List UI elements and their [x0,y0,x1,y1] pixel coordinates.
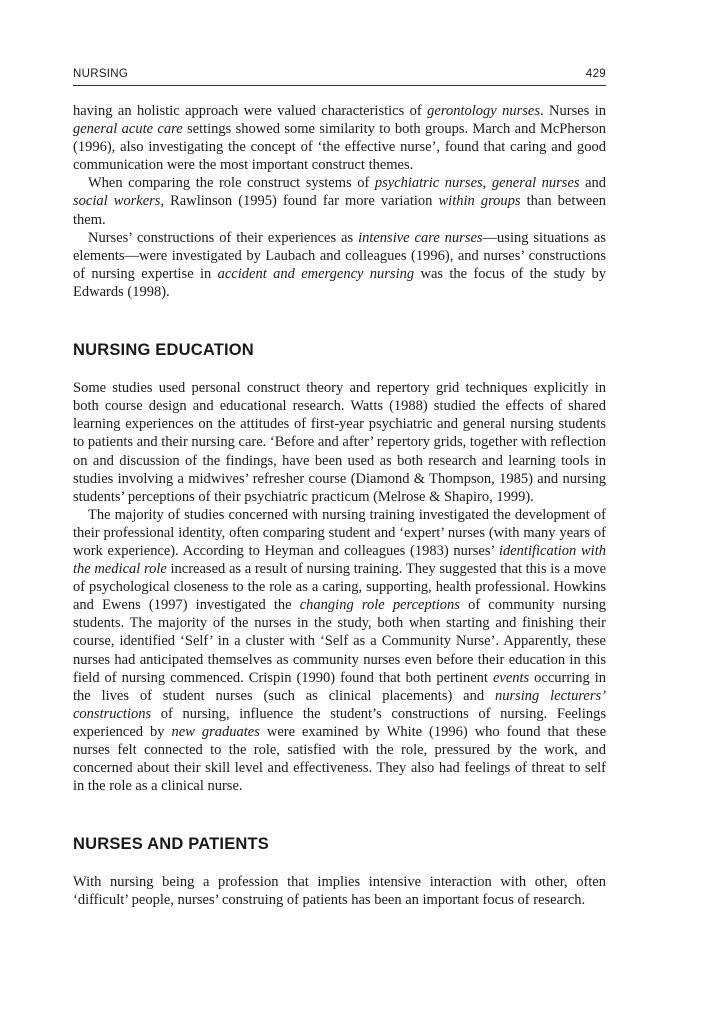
body-text [73,102,606,910]
paragraph: Nurses’ constructions of their experiences as intensive care nurses—using situations as elements—were investigated by Laubach and colleagues (1996), and nurses’ constructions of nursing expertise in accident and emergency nursing was the focus of the study by Edwards (1998). [73,229,606,300]
section-heading-nursing-education: NURSING EDUCATION [73,341,254,360]
page-number: 429 [585,68,606,80]
italic-term: gerontology nurses [427,103,540,119]
italic-term: social workers [73,193,161,210]
paragraph: With nursing being a profession that implies intensive interaction with other, often ‘difficult’ people, nurses’ construing of patients has been an important focus of research. [73,874,606,909]
paragraph: The majority of studies concerned with nursing training investigated the development of their professional identity, often comparing student and ‘expert’ nurses (with many years of work experience). According to Heyman and colleagues (1983) nurses’ identification with the medical role increased as a result of nursing training. They suggested that this is a move of psychological closeness to the role as a caring, supporting, health professional. Howkins and Ewens (1997) investigated the changing role perceptions of community nursing students. The majority of the nurses in the study, both when starting and finishing their course, identified ‘Self’ in a cluster with ‘Self as a Community Nurse’. Apparently, these nurses had anticipated themselves as community nurses even before their education in this field of nursing commenced. Crispin (1990) found that both pertinent events occurring in the lives of student nurses (such as clinical placements) and nursing lecturers’ constructions of nursing, influence the student’s constructions of nursing. Feelings experienced by new graduates were examined by White (1996) who found that these nurses felt connected to the role, satisfied with the role, pressured by the work, and concerned about their skill level and effectiveness. They also had feelings of threat to self in the role as a clinical nurse. [73,506,607,795]
running-head [73,68,606,86]
paragraph: having an holistic approach were valued characteristics of gerontology nurses. Nurses in general acute care settings showed some similarity to both groups. March and McPherson (1996), also investigating the concept of ‘the effective nurse’, found that caring and good communication were the most important construct themes. [73,103,606,174]
italic-term: intensive care nurses [358,229,483,246]
italic-term: psychiatric nurses [374,175,483,192]
italic-term: changing role perceptions [299,597,460,614]
running-title: NURSING [73,68,129,80]
paragraph: When comparing the role construct systems of psychiatric nurses, general nurses and social workers, Rawlinson (1995) found far more variation within groups than between them. [73,175,607,228]
italic-term: new graduates [171,723,260,740]
section-heading-nurses-and-patients: NURSES AND PATIENTS [73,835,270,854]
italic-term: accident and emergency nursing [217,265,415,282]
italic-term: events [492,669,530,686]
italic-term: identification with the medical role [73,542,606,578]
italic-term: general acute care [73,121,183,138]
italic-term: within groups [438,193,521,210]
italic-term: nursing lecturers’ constructions [73,687,606,722]
paragraph: Some studies used personal construct theory and repertory grid techniques explicitly in both course design and educational research. Watts (1988) studied the effects of shared learning experiences on the attitudes of first-year psychiatric and general nursing students to patients and their nursing care. ‘Before and after’ repertory grids, together with reflection on and discussion of the findings, have been used as both research and learning tools in studies involving a midwives’ refresher course (Diamond & Thompson, 1985) and nursing students’ perceptions of their psychiatric practicum (Melrose & Shapiro, 1999). [73,380,606,505]
italic-term: general nurses [491,175,580,192]
